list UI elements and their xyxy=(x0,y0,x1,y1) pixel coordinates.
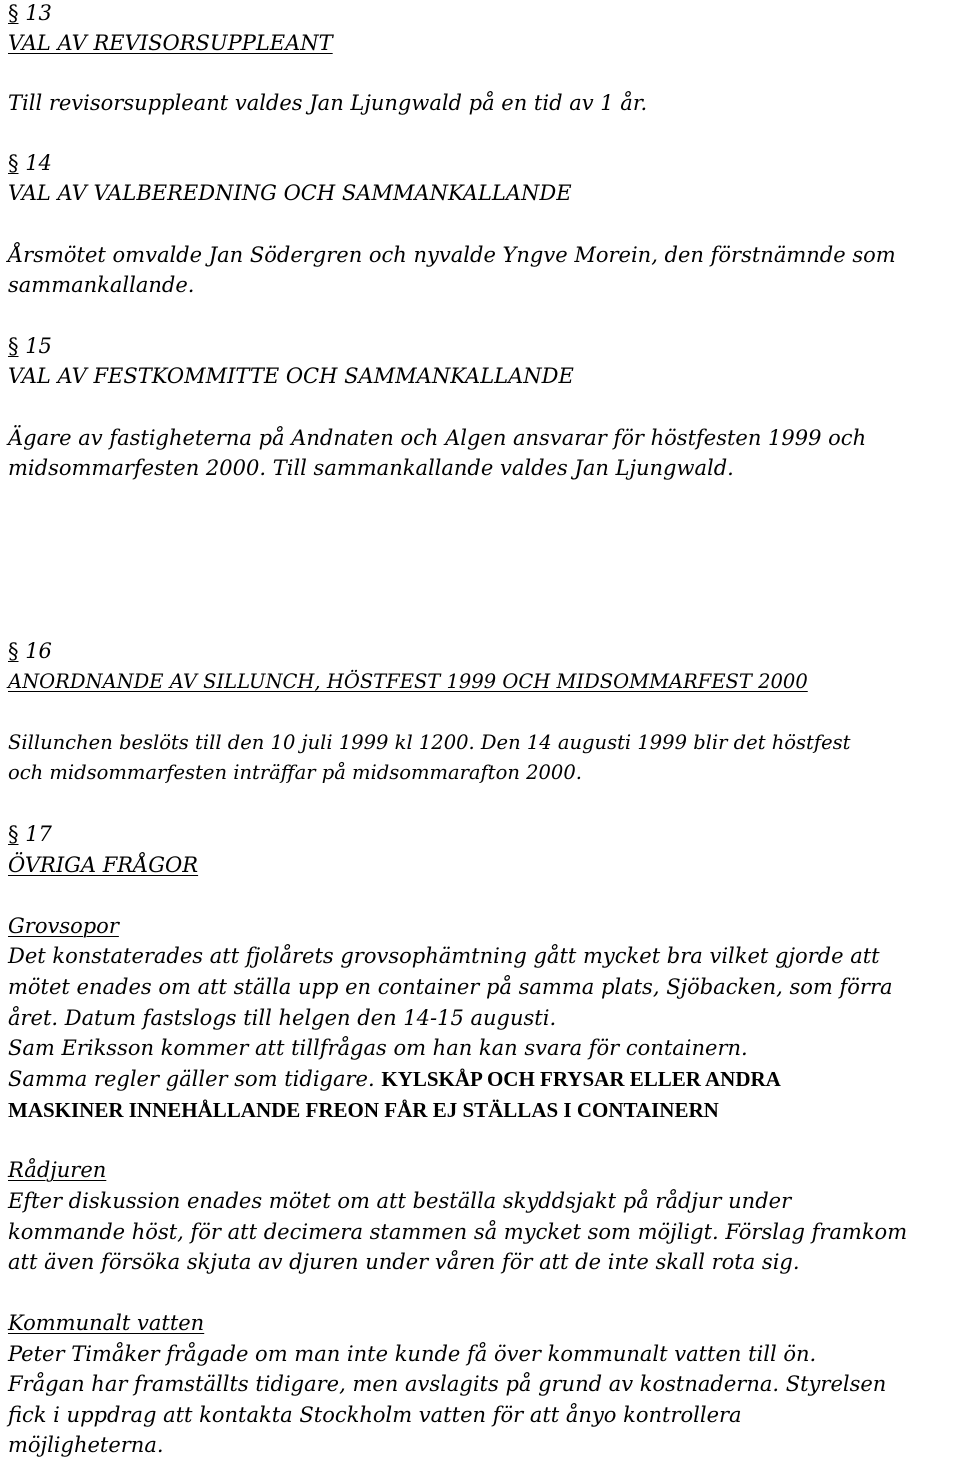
radjuren-body-line: kommande höst, för att decimera stammen så mycket som möjligt. Förslag framkom xyxy=(8,1220,908,1244)
grovsopor-body-line: året. Datum fastslogs till helgen den 14-15 augusti. xyxy=(8,1006,557,1030)
paragraph-mark: § xyxy=(8,822,19,846)
vatten-body-line: fick i uppdrag att kontakta Stockholm vatten för att ånyo kontrollera xyxy=(8,1403,742,1427)
paragraph-mark: § xyxy=(8,639,19,663)
vatten-body-line: möjligheterna. xyxy=(8,1433,164,1457)
section-14-title: VAL AV VALBEREDNING OCH SAMMANKALLANDE xyxy=(8,181,572,205)
vatten-body-line: Frågan har framställts tidigare, men avslagits på grund av kostnaderna. Styrelsen xyxy=(8,1372,887,1396)
freon-warning-inline: KYLSKÅP OCH FRYSAR ELLER ANDRA xyxy=(381,1067,781,1091)
section-13-title: VAL AV REVISORSUPPLEANT xyxy=(8,31,333,55)
section-16-title: ANORDNANDE AV SILLUNCH, HÖSTFEST 1999 OCH MIDSOMMARFEST 2000 xyxy=(8,670,808,693)
section-15-number: § 15 xyxy=(8,331,52,361)
grovsopor-body-line: Samma regler gäller som tidigare. KYLSKÅP OCH FRYSAR ELLER ANDRA xyxy=(8,1067,781,1091)
freon-warning-line: MASKINER INNEHÅLLANDE FREON FÅR EJ STÄLLAS I CONTAINERN xyxy=(8,1098,719,1122)
section-15-title: VAL AV FESTKOMMITTE OCH SAMMANKALLANDE xyxy=(8,364,574,388)
section-16-body-line: Sillunchen beslöts till den 10 juli 1999 kl 1200. Den 14 augusti 1999 blir det höstfest xyxy=(8,731,851,754)
section-14-body-line: Årsmötet omvalde Jan Södergren och nyvalde Yngve Morein, den förstnämnde som xyxy=(8,243,896,267)
section-13-body-line: Till revisorsuppleant valdes Jan Ljungwald på en tid av 1 år. xyxy=(8,91,648,115)
section-17-title: ÖVRIGA FRÅGOR xyxy=(8,853,199,877)
paragraph-mark: § xyxy=(8,1,19,25)
grovsopor-body-line: mötet enades om att ställa upp en container på samma plats, Sjöbacken, som förra xyxy=(8,975,893,999)
section-13-number: § 13 xyxy=(8,0,52,28)
subsection-heading-radjuren: Rådjuren xyxy=(8,1158,107,1182)
radjuren-body-line: att även försöka skjuta av djuren under våren för att de inte skall rota sig. xyxy=(8,1250,800,1274)
section-16-body-line: och midsommarfesten inträffar på midsommarafton 2000. xyxy=(8,761,582,784)
subsection-heading-kommunalt-vatten: Kommunalt vatten xyxy=(8,1311,205,1335)
section-15-body-line: Ägare av fastigheterna på Andnaten och Algen ansvarar för höstfesten 1999 och xyxy=(8,426,867,450)
section-15-body-line: midsommarfesten 2000. Till sammankallande valdes Jan Ljungwald. xyxy=(8,456,734,480)
paragraph-mark: § xyxy=(8,334,19,358)
grovsopor-body-line: Sam Eriksson kommer att tillfrågas om han kan svara för containern. xyxy=(8,1036,748,1060)
section-14-number: § 14 xyxy=(8,148,52,178)
paragraph-mark: § xyxy=(8,151,19,175)
section-14-body-line: sammankallande. xyxy=(8,273,195,297)
radjuren-body-line: Efter diskussion enades mötet om att beställa skyddsjakt på rådjur under xyxy=(8,1189,792,1213)
section-17-number: § 17 xyxy=(8,819,52,849)
subsection-heading-grovsopor: Grovsopor xyxy=(8,914,119,938)
grovsopor-body-line: Det konstaterades att fjolårets grovsophämtning gått mycket bra vilket gjorde att xyxy=(8,944,880,968)
section-16-number: § 16 xyxy=(8,636,52,666)
vatten-body-line: Peter Timåker frågade om man inte kunde få över kommunalt vatten till ön. xyxy=(8,1342,817,1366)
